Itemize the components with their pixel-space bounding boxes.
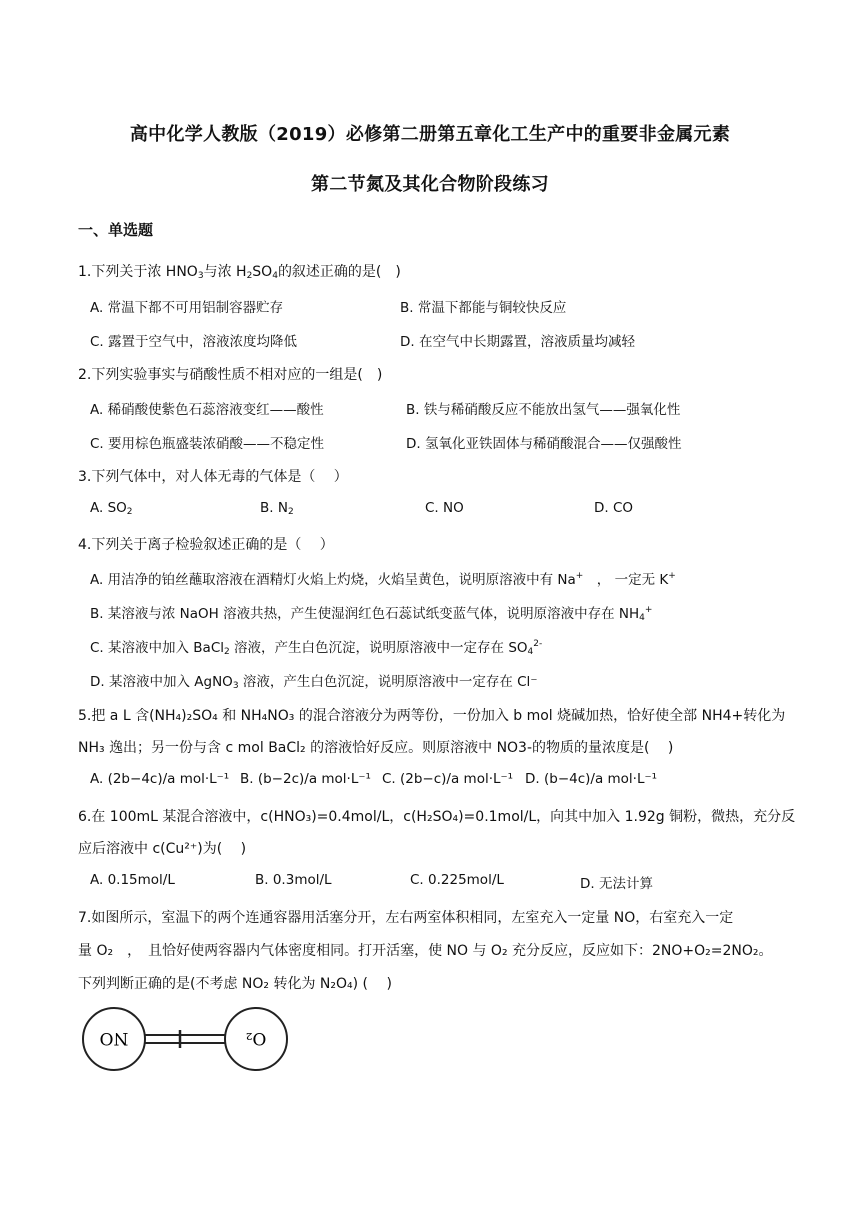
- question-2-option-d[interactable]: D. 氢氧化亚铁固体与稀硝酸混合——仅强酸性: [406, 436, 682, 452]
- question-3-option-d[interactable]: D. CO: [594, 500, 634, 516]
- question-5-line-1: 5.把 a L 含(NH₄)₂SO₄ 和 NH₄NO₃ 的混合溶液分为两等份，一份加入 b mol 烧碱加热，恰好使全部 NH4+转化为: [78, 708, 786, 724]
- question-1-option-b[interactable]: B. 常温下都能与铜较快反应: [400, 300, 567, 316]
- question-7-line-3: 下列判断正确的是(不考虑 NO₂ 转化为 N₂O₄) ( ): [78, 976, 392, 992]
- connected-containers-figure: [80, 1004, 290, 1074]
- question-7-line-2: 量 O₂ ， 且恰好使两容器内气体密度相同。打开活塞，使 NO 与 O₂ 充分反应，反应如下：2NO+O₂=2NO₂。: [78, 943, 773, 959]
- question-2-option-b[interactable]: B. 铁与稀硝酸反应不能放出氢气——强氧化性: [406, 402, 681, 418]
- question-7-line-1: 7.如图所示，室温下的两个连通容器用活塞分开，左右两室体积相同，左室充入一定量 NO，右室充入一定: [78, 910, 734, 926]
- question-5-option-b[interactable]: B. (b−2c)/a mol·L⁻¹: [240, 771, 371, 787]
- right-gas-label: O₂: [245, 1028, 267, 1048]
- question-4-option-b[interactable]: B. 某溶液与浓 NaOH 溶液共热，产生使湿润红色石蕊试纸变蓝气体，说明原溶液中存在 $NH_4^+$: [90, 605, 653, 623]
- question-6-line-1: 6.在 100mL 某混合溶液中，c(HNO₃)=0.4mol/L，c(H₂SO₄)=0.1mol/L，向其中加入 1.92g 铜粉，微热，充分反: [78, 809, 796, 825]
- question-1-option-c[interactable]: C. 露置于空气中，溶液浓度均降低: [90, 334, 298, 350]
- left-gas-label: NO: [99, 1028, 129, 1048]
- question-4-stem: 4.下列关于离子检验叙述正确的是（ ）: [78, 537, 334, 553]
- question-5-line-2: NH₃ 逸出；另一份与含 c mol BaCl₂ 的溶液恰好反应。则原溶液中 NO3-的物质的量浓度是( ): [78, 740, 674, 756]
- question-2-option-c[interactable]: C. 要用棕色瓶盛装浓硝酸——不稳定性: [90, 436, 325, 452]
- title-line-2: 第二节氮及其化合物阶段练习: [311, 174, 549, 195]
- question-6-line-2: 应后溶液中 c(Cu²⁺)为( ): [78, 841, 247, 857]
- question-5-option-d[interactable]: D. (b−4c)/a mol·L⁻¹: [525, 771, 658, 787]
- question-4-option-a[interactable]: A. 用洁净的铂丝蘸取溶液在酒精灯火焰上灼烧，火焰呈黄色，说明原溶液中有 Na+ ， 一定无 K+: [90, 571, 676, 588]
- question-6-option-d[interactable]: D. 无法计算: [580, 876, 653, 892]
- question-3-stem: 3.下列气体中，对人体无毒的气体是（ ）: [78, 469, 348, 485]
- question-4-option-c[interactable]: C. 某溶液中加入 BaCl$_2$ 溶液，产生白色沉淀，说明原溶液中一定存在 $SO_4^{2-}$: [90, 639, 543, 657]
- question-3-option-a[interactable]: A. $SO_2$: [90, 500, 133, 517]
- question-5-option-c[interactable]: C. (2b−c)/a mol·L⁻¹: [382, 771, 514, 787]
- question-1-option-d[interactable]: D. 在空气中长期露置，溶液质量均减轻: [400, 334, 635, 350]
- question-6-option-a[interactable]: A. 0.15mol/L: [90, 872, 175, 888]
- question-2-stem: 2.下列实验事实与硝酸性质不相对应的一组是( ): [78, 367, 383, 383]
- section-heading: 一、单选题: [78, 221, 154, 239]
- question-1-stem: 1.下列关于浓 $HNO_3$与浓 $H_2SO_4$的叙述正确的是( ): [78, 264, 401, 281]
- question-6-option-b[interactable]: B. 0.3mol/L: [255, 872, 332, 888]
- question-5-option-a[interactable]: A. (2b−4c)/a mol·L⁻¹: [90, 771, 230, 787]
- question-1-option-a[interactable]: A. 常温下都不可用铝制容器贮存: [90, 300, 284, 316]
- question-6-option-c[interactable]: C. 0.225mol/L: [410, 872, 504, 888]
- question-4-option-d[interactable]: D. 某溶液中加入 AgNO$_3$ 溶液，产生白色沉淀，说明原溶液中一定存在 Cl⁻: [90, 674, 538, 691]
- title-line-1: 高中化学人教版（2019）必修第二册第五章化工生产中的重要非金属元素: [129, 124, 731, 145]
- question-3-option-b[interactable]: B. $N_2$: [260, 500, 294, 517]
- question-2-option-a[interactable]: A. 稀硝酸使紫色石蕊溶液变红——酸性: [90, 402, 324, 418]
- question-3-option-c[interactable]: C. NO: [425, 500, 464, 516]
